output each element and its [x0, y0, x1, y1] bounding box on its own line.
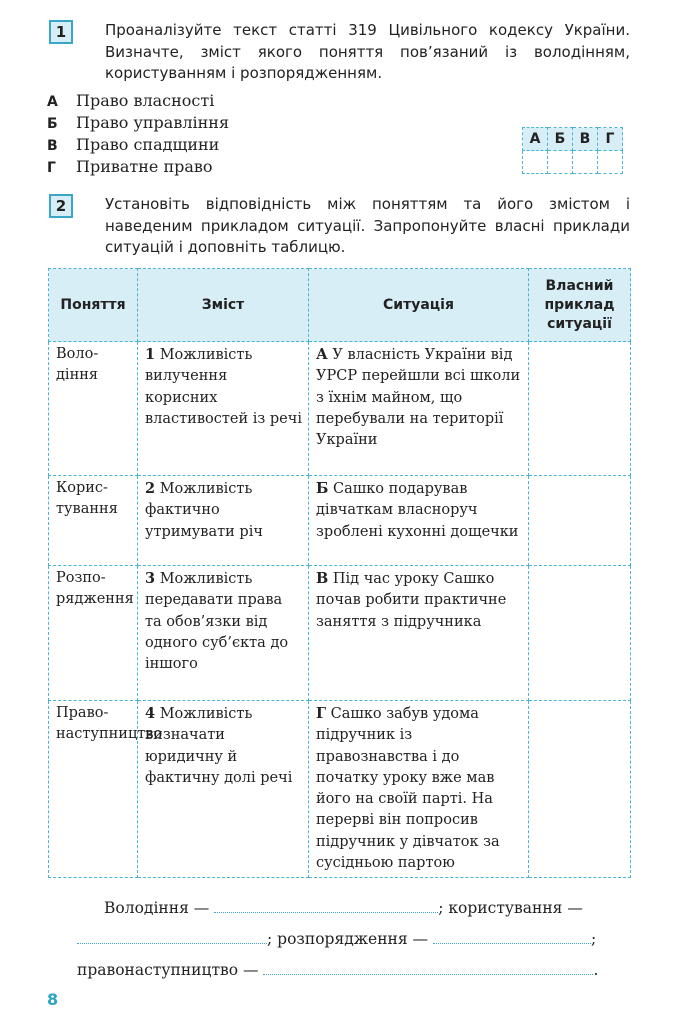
question-2-number: 2	[49, 194, 73, 218]
table-row-concept: Воло- діння	[49, 342, 138, 476]
header-own-example: Власний приклад ситуації	[529, 269, 631, 342]
fill-line-1	[104, 897, 583, 919]
table-row-content: 3 Можливість передавати права та обов’язки від одного суб’єкта до іншого	[138, 566, 309, 701]
table-row-own-example[interactable]	[529, 342, 631, 476]
fill-line-3	[77, 959, 598, 981]
header-concept: Поняття	[49, 269, 138, 342]
header-content: Зміст	[138, 269, 309, 342]
question-1-text: Проаналізуйте текст статті 319 Цивільного кодексу України. Визначте, зміст якого поняття пов’язаний із володінням, користуванням і розпорядженням.	[105, 21, 630, 82]
question-2-text: Установіть відповідність між поняттям та його змістом і наведеним прикладом ситуації. Запропонуйте власні приклади ситуацій і доповніть таблицю.	[105, 195, 630, 256]
fill-blank-possession[interactable]	[214, 898, 438, 913]
answer-cell-g[interactable]	[598, 151, 623, 174]
table-row-content: 2 Можливість фактично утримувати річ	[138, 476, 309, 566]
table-row-situation: А У власність України від УРСР перейшли всі школи з їхнім майном, що перебували на території України	[309, 342, 529, 476]
page-number: 8	[47, 990, 59, 1009]
fill-blank-disposal[interactable]	[433, 929, 591, 944]
answer-header-a: А	[523, 128, 548, 151]
answer-cell-a[interactable]	[523, 151, 548, 174]
option-a: А Право власності	[47, 91, 215, 110]
table-row-content: 4 Можливість визначати юридичну й фактичну долі речі	[138, 701, 309, 878]
question-1-number: 1	[49, 20, 73, 44]
table-row-situation: Б Сашко подарував дівчаткам власноруч зроблені кухонні дощечки	[309, 476, 529, 566]
option-b: Б Право управління	[47, 113, 230, 132]
answer-header-g: Г	[598, 128, 623, 151]
table-row-concept: Корис- тування	[49, 476, 138, 566]
answer-grid	[522, 127, 623, 174]
fill-blank-succession[interactable]	[263, 960, 593, 975]
fill-label-disposal: ; розпорядження —	[267, 930, 429, 948]
table-row-concept: Розпо- рядження	[49, 566, 138, 701]
answer-header-v: В	[573, 128, 598, 151]
fill-line-2	[77, 928, 596, 950]
table-row-own-example[interactable]	[529, 701, 631, 878]
fill-label-succession: правонаступництво —	[77, 961, 259, 979]
table-row-own-example[interactable]	[529, 566, 631, 701]
fill-label-use: ; користування —	[438, 899, 583, 917]
table-row-concept: Право- наступництво	[49, 701, 138, 878]
table-row-situation: В Під час уроку Сашко почав робити практичне заняття з підручника	[309, 566, 529, 701]
matching-table	[48, 268, 631, 878]
option-g: Г Приватне право	[47, 157, 213, 176]
fill-end: .	[593, 961, 599, 979]
table-row-content: 1 Можливість вилучення корисних властивостей із речі	[138, 342, 309, 476]
fill-blank-use[interactable]	[77, 929, 267, 944]
option-v: В Право спадщини	[47, 135, 220, 154]
table-row-own-example[interactable]	[529, 476, 631, 566]
answer-header-b: Б	[548, 128, 573, 151]
answer-cell-b[interactable]	[548, 151, 573, 174]
fill-label-possession: Володіння —	[104, 899, 210, 917]
answer-cell-v[interactable]	[573, 151, 598, 174]
table-row-situation: Г Сашко забув удома підручник із правознавства і до початку уроку вже мав його на своїй парті. На перерві він попросив підручник у дівчаток за сусідньою партою	[309, 701, 529, 878]
header-situation: Ситуація	[309, 269, 529, 342]
fill-separator: ;	[591, 930, 597, 948]
